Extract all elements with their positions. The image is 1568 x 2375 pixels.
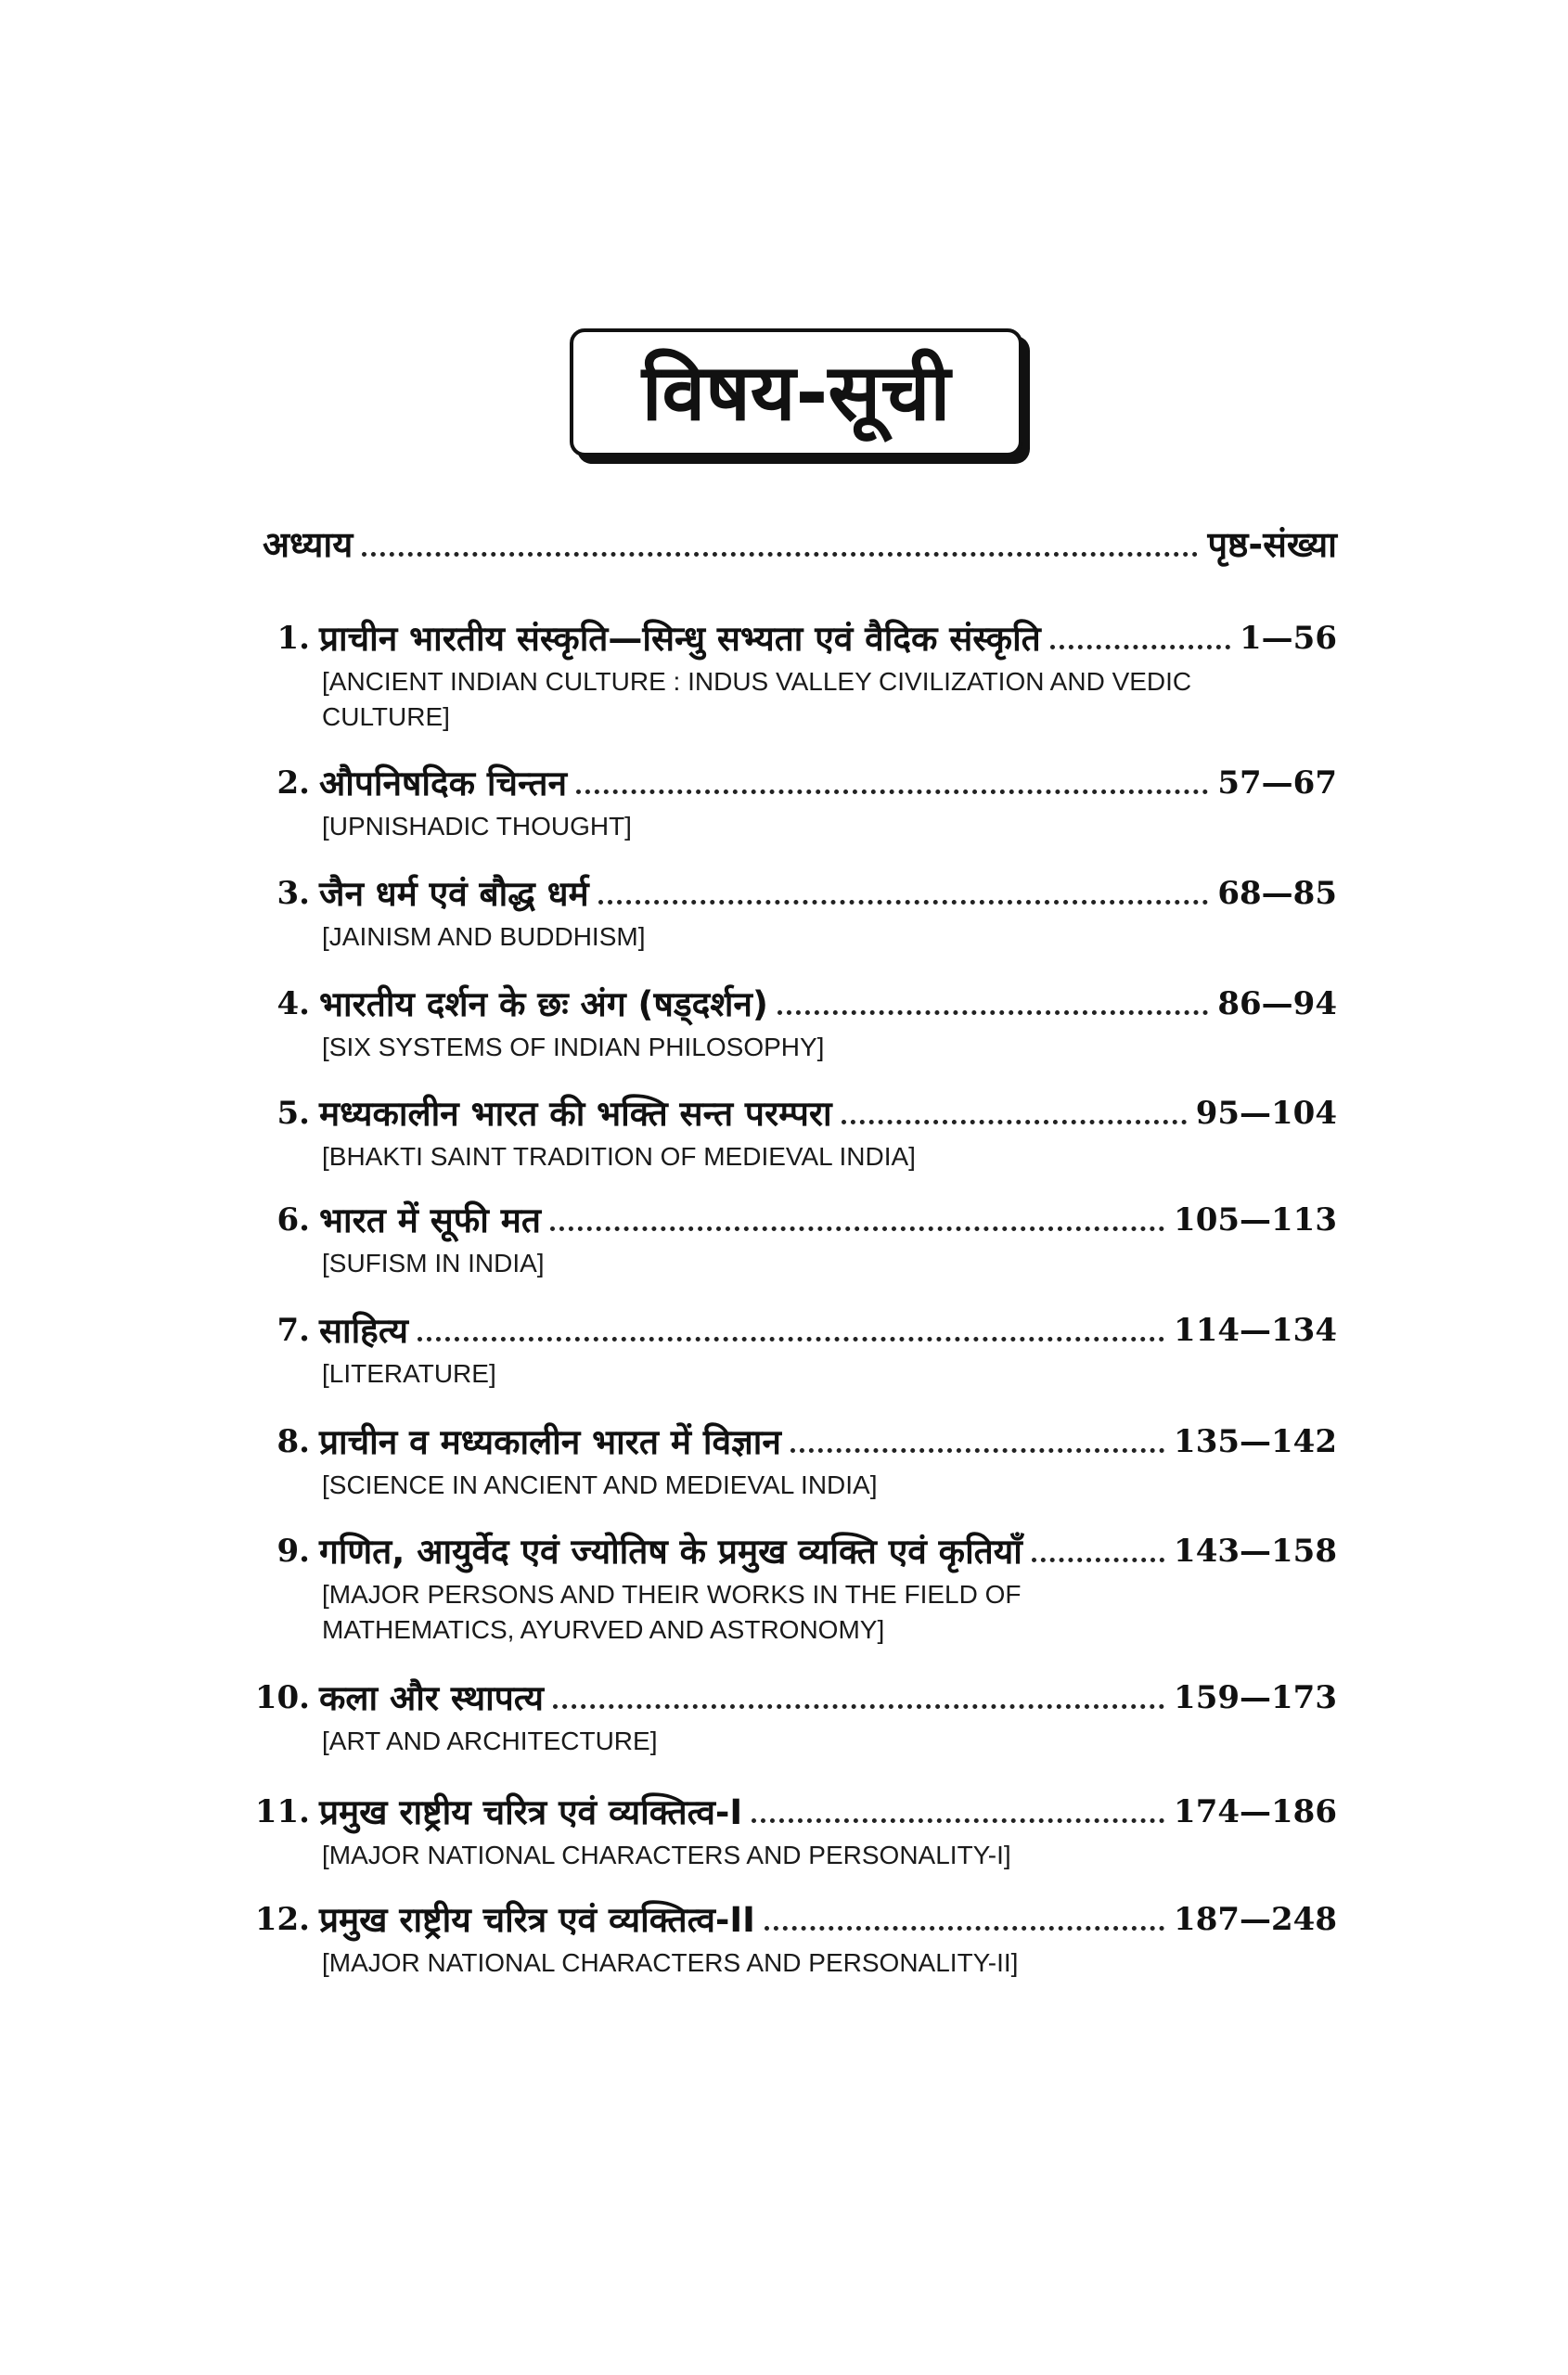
toc-entry (251, 1084, 1337, 1175)
toc-entry (251, 864, 1337, 955)
toc-entry (251, 609, 1337, 735)
entry-english-title: [LITERATURE] (322, 1359, 496, 1388)
entry-english-title: [ART AND ARCHITECTURE] (322, 1727, 658, 1755)
dot-leader (576, 790, 1208, 794)
toc-entry (251, 1782, 1337, 1873)
entry-number: 10. (254, 1679, 310, 1716)
entry-english-title: [MAJOR NATIONAL CHARACTERS AND PERSONALITY-I] (322, 1841, 1011, 1869)
entry-title: जैन धर्म एवं बौद्ध धर्म (319, 874, 589, 914)
entry-title: प्राचीन व मध्यकालीन भारत में विज्ञान (319, 1422, 781, 1462)
entry-title: कला और स्थापत्य (319, 1678, 544, 1718)
entry-number: 8. (276, 1423, 310, 1460)
entry-title: प्रमुख राष्ट्रीय चरित्र एवं व्यक्तित्व-I (319, 1792, 743, 1832)
entry-number: 6. (276, 1201, 310, 1239)
toc-entry (251, 1521, 1337, 1648)
entry-number: 9. (276, 1533, 310, 1570)
toc-entry (251, 753, 1337, 844)
toc-entry (251, 1412, 1337, 1503)
entry-title: औपनिषदिक चिन्तन (319, 764, 567, 803)
page-number-column-label: पृष्ठ-संख्या (1207, 524, 1337, 565)
entry-number: 7. (276, 1312, 310, 1349)
entry-english-title: [SIX SYSTEMS OF INDIAN PHILOSOPHY] (322, 1033, 825, 1061)
page-title: विषय-सूची (641, 347, 951, 438)
entry-title: भारत में सूफी मत (319, 1200, 541, 1240)
entry-english-title: [SCIENCE IN ANCIENT AND MEDIEVAL INDIA] (322, 1470, 878, 1499)
dot-leader (1032, 1558, 1164, 1562)
entry-english-title: [UPNISHADIC THOUGHT] (322, 812, 632, 841)
entry-number: 11. (254, 1793, 310, 1830)
entry-pages: 143—158 (1174, 1533, 1337, 1570)
entry-number: 5. (276, 1095, 310, 1132)
dot-leader (598, 900, 1209, 905)
entry-number: 3. (276, 875, 310, 912)
toc-entry (251, 974, 1337, 1065)
entry-english-title: [MAJOR PERSONS AND THEIR WORKS IN THE FIELD OF MATHEMATICS, AYURVED AND ASTRONOMY] (322, 1580, 1022, 1644)
toc-entry (251, 1190, 1337, 1281)
dot-leader (842, 1120, 1187, 1124)
dot-leader (553, 1704, 1164, 1709)
dot-leader (418, 1337, 1164, 1342)
entry-pages: 95—104 (1195, 1095, 1337, 1132)
entry-english-title: [ANCIENT INDIAN CULTURE : INDUS VALLEY CIVILIZATION AND VEDIC CULTURE] (322, 667, 1192, 731)
entry-pages: 105—113 (1174, 1201, 1337, 1239)
entry-title: प्राचीन भारतीय संस्कृति—सिन्धु सभ्यता एवं वैदिक संस्कृति (319, 619, 1041, 659)
toc-entry (251, 1301, 1337, 1392)
entry-number: 2. (276, 764, 310, 802)
entry-pages: 57—67 (1217, 764, 1337, 802)
entry-english-title: [SUFISM IN INDIA] (322, 1249, 545, 1277)
entry-title: भारतीय दर्शन के छः अंग (षड्दर्शन) (319, 984, 768, 1024)
dot-leader (550, 1226, 1164, 1231)
toc-entry (251, 1890, 1337, 1981)
entry-english-title: [JAINISM AND BUDDHISM] (322, 922, 646, 951)
entry-pages: 1—56 (1240, 620, 1337, 657)
dot-leader (752, 1818, 1164, 1823)
dot-leader (790, 1448, 1164, 1453)
entry-english-title: [MAJOR NATIONAL CHARACTERS AND PERSONALITY-II] (322, 1948, 1019, 1977)
entry-pages: 86—94 (1217, 985, 1337, 1022)
dot-leader (765, 1926, 1164, 1931)
dot-leader (1050, 645, 1230, 649)
entry-title: गणित, आयुर्वेद एवं ज्योतिष के प्रमुख व्यक्ति एवं कृतियाँ (319, 1532, 1022, 1572)
entry-number: 4. (276, 985, 310, 1022)
entry-english-title: [BHAKTI SAINT TRADITION OF MEDIEVAL INDIA] (322, 1142, 916, 1171)
entry-pages: 187—248 (1174, 1901, 1337, 1938)
entry-pages: 135—142 (1174, 1423, 1337, 1460)
dot-leader (778, 1010, 1208, 1015)
entry-pages: 159—173 (1174, 1679, 1337, 1716)
entry-number: 12. (254, 1901, 310, 1938)
entry-pages: 68—85 (1217, 875, 1337, 912)
toc-entry (251, 1668, 1337, 1759)
entry-number: 1. (276, 620, 310, 657)
entry-pages: 114—134 (1174, 1312, 1337, 1349)
entry-title: मध्यकालीन भारत की भक्ति सन्त परम्परा (319, 1094, 832, 1134)
chapter-column-label: अध्याय (263, 524, 353, 565)
entry-title: साहित्य (319, 1311, 409, 1351)
entry-pages: 174—186 (1174, 1793, 1337, 1830)
entry-title: प्रमुख राष्ट्रीय चरित्र एवं व्यक्तित्व-II (319, 1900, 755, 1940)
